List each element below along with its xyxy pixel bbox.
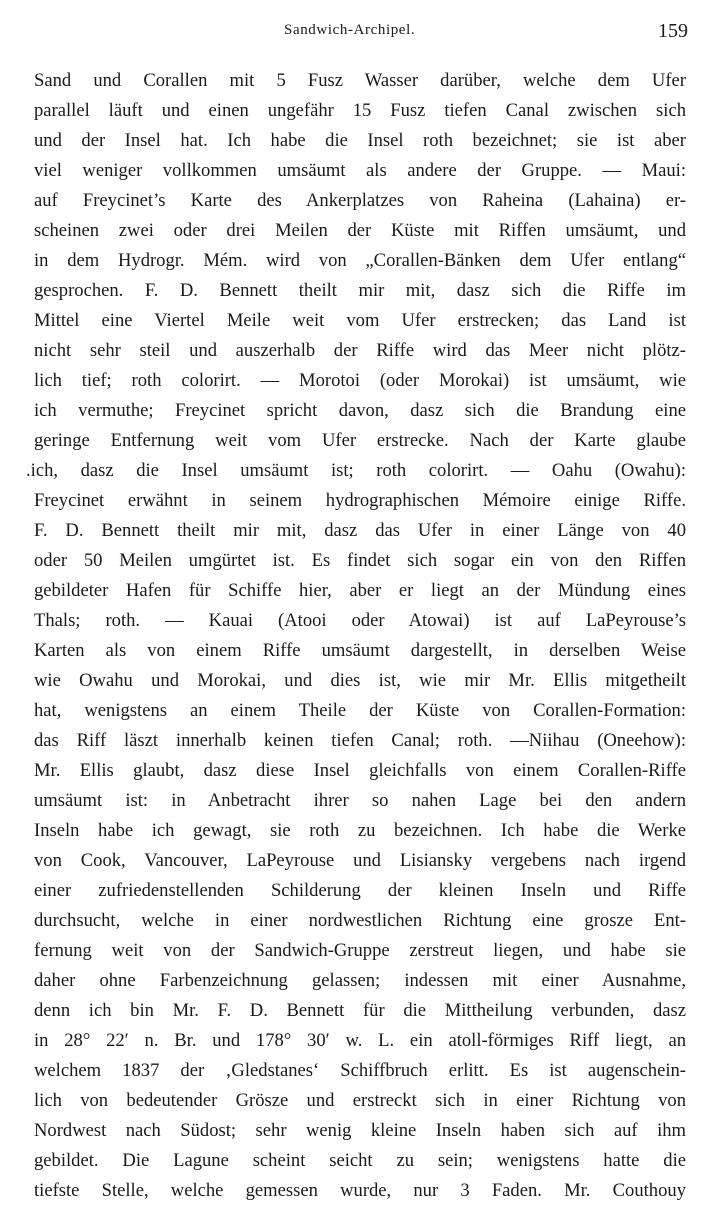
- text-line: umsäumt ist: in Anbetracht ihrer so nahen Lage bei den andern: [34, 790, 686, 811]
- text-line: parallel läuft und einen ungefähr 15 Fusz tiefen Canal zwischen sich: [34, 100, 686, 121]
- text-line: .ich, dasz die Insel umsäumt ist; roth colorirt. — Oahu (Owahu):: [26, 460, 686, 481]
- text-line: viel weniger vollkommen umsäumt als andere der Gruppe. — Maui:: [34, 160, 686, 181]
- body-text: [26, 66, 686, 1206]
- text-line: Thals; roth. — Kauai (Atooi oder Atowai) ist auf LaPeyrouse’s: [34, 610, 686, 631]
- text-line: Nordwest nach Südost; sehr wenig kleine Inseln haben sich auf ihm: [34, 1120, 686, 1141]
- text-line: durchsucht, welche in einer nordwestlichen Richtung eine grosze Ent-: [34, 910, 686, 931]
- text-line: in 28° 22′ n. Br. und 178° 30′ w. L. ein atoll-förmiges Riff liegt, an: [34, 1030, 686, 1051]
- text-line: denn ich bin Mr. F. D. Bennett für die Mittheilung verbunden, dasz: [34, 1000, 686, 1021]
- text-line: ich vermuthe; Freycinet spricht davon, dasz sich die Brandung eine: [34, 400, 686, 421]
- text-line: in dem Hydrogr. Mém. wird von „Corallen-Bänken dem Ufer entlang“: [34, 250, 686, 271]
- text-line: Karten als von einem Riffe umsäumt dargestellt, in derselben Weise: [34, 640, 686, 661]
- text-line: lich tief; roth colorirt. — Morotoi (oder Morokai) ist umsäumt, wie: [34, 370, 686, 391]
- text-line: einer zufriedenstellenden Schilderung der kleinen Inseln und Riffe: [34, 880, 686, 901]
- text-line: gebildet. Die Lagune scheint seicht zu sein; wenigstens hatte die: [34, 1150, 686, 1171]
- text-line: fernung weit von der Sandwich-Gruppe zerstreut liegen, und habe sie: [34, 940, 686, 961]
- running-title: Sandwich-Archipel.: [284, 22, 416, 38]
- text-line: scheinen zwei oder drei Meilen der Küste mit Riffen umsäumt, und: [34, 220, 686, 241]
- text-line: das Riff läszt innerhalb keinen tiefen Canal; roth. —Niihau (Oneehow):: [34, 730, 686, 751]
- text-line: daher ohne Farbenzeichnung gelassen; indessen mit einer Ausnahme,: [34, 970, 686, 991]
- text-line: Inseln habe ich gewagt, sie roth zu bezeichnen. Ich habe die Werke: [34, 820, 686, 841]
- text-line: auf Freycinet’s Karte des Ankerplatzes von Raheina (Lahaina) er-: [34, 190, 686, 211]
- text-line: Mittel eine Viertel Meile weit vom Ufer erstrecken; das Land ist: [34, 310, 686, 331]
- text-line: und der Insel hat. Ich habe die Insel roth bezeichnet; sie ist aber: [34, 130, 686, 151]
- text-line: nicht sehr steil und auszerhalb der Riffe wird das Meer nicht plötz-: [34, 340, 686, 361]
- running-head: [0, 22, 708, 46]
- text-line: Freycinet erwähnt in seinem hydrographischen Mémoire einige Riffe.: [34, 490, 686, 511]
- text-line: lich von bedeutender Grösze und erstreckt sich in einer Richtung von: [34, 1090, 686, 1111]
- text-line: gebildeter Hafen für Schiffe hier, aber er liegt an der Mündung eines: [34, 580, 686, 601]
- text-line: wie Owahu und Morokai, und dies ist, wie mir Mr. Ellis mitgetheilt: [34, 670, 686, 691]
- text-line: welchem 1837 der ‚Gledstanes‘ Schiffbruch erlitt. Es ist augenschein-: [34, 1060, 686, 1081]
- text-line: Mr. Ellis glaubt, dasz diese Insel gleichfalls von einem Corallen-Riffe: [34, 760, 686, 781]
- text-line: F. D. Bennett theilt mir mit, dasz das Ufer in einer Länge von 40: [34, 520, 686, 541]
- text-line: Sand und Corallen mit 5 Fusz Wasser darüber, welche dem Ufer: [34, 70, 686, 91]
- text-line: geringe Entfernung weit vom Ufer erstrecke. Nach der Karte glaube: [34, 430, 686, 451]
- page-number: 159: [658, 20, 688, 42]
- text-line: oder 50 Meilen umgürtet ist. Es findet sich sogar ein von den Riffen: [34, 550, 686, 571]
- text-line: gesprochen. F. D. Bennett theilt mir mit, dasz sich die Riffe im: [34, 280, 686, 301]
- text-line: von Cook, Vancouver, LaPeyrouse und Lisiansky vergebens nach irgend: [34, 850, 686, 871]
- text-line: hat, wenigstens an einem Theile der Küste von Corallen-Formation:: [34, 700, 686, 721]
- text-line: tiefste Stelle, welche gemessen wurde, nur 3 Faden. Mr. Couthouy: [34, 1180, 686, 1201]
